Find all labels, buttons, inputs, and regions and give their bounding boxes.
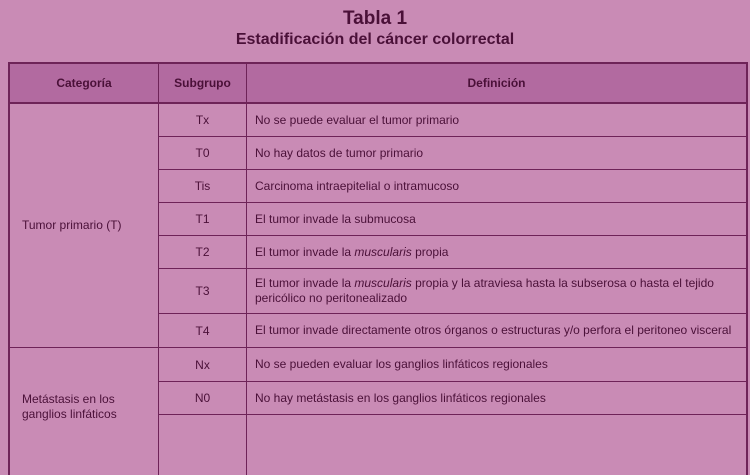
subgroup-cell: T2: [159, 236, 247, 269]
subgroup-cell: T1: [159, 203, 247, 236]
header-categoria: Categoría: [10, 64, 159, 104]
definition-cell: [247, 415, 746, 475]
definition-cell: No hay datos de tumor primario: [247, 137, 746, 170]
staging-table: [8, 62, 748, 475]
definition-cell: No hay metástasis en los ganglios linfáticos regionales: [247, 382, 746, 415]
table-title: Tabla 1: [342, 8, 408, 29]
definition-cell: No se pueden evaluar los ganglios linfáticos regionales: [247, 348, 746, 382]
header-definicion: Definición: [247, 64, 746, 104]
subgroup-cell: T3: [159, 269, 247, 314]
definition-cell: No se puede evaluar el tumor primario: [247, 104, 746, 137]
definition-cell: El tumor invade la submucosa: [247, 203, 746, 236]
subgroup-cell: T4: [159, 314, 247, 348]
category-cell: Tumor primario (T): [10, 104, 159, 348]
definition-cell: El tumor invade directamente otros órganos o estructuras y/o perfora el peritoneo visceral: [247, 314, 746, 348]
subgroup-cell: [159, 415, 247, 475]
subgroup-cell: T0: [159, 137, 247, 170]
definition-cell: El tumor invade la muscularis propia: [247, 236, 746, 269]
subgroup-cell: Tis: [159, 170, 247, 203]
table-caption: [0, 8, 750, 50]
table-subtitle: Estadificación del cáncer colorrectal: [235, 31, 515, 48]
definition-cell: Carcinoma intraepitelial o intramucoso: [247, 170, 746, 203]
subgroup-cell: Nx: [159, 348, 247, 382]
category-cell: Metástasis en los ganglios linfáticos: [10, 348, 159, 475]
subgroup-cell: Tx: [159, 104, 247, 137]
header-subgrupo: Subgrupo: [159, 64, 247, 104]
definition-cell: El tumor invade la muscularis propia y la atraviesa hasta la subserosa o hasta el tejido pericólico no peritonealizado: [247, 269, 746, 314]
subgroup-cell: N0: [159, 382, 247, 415]
